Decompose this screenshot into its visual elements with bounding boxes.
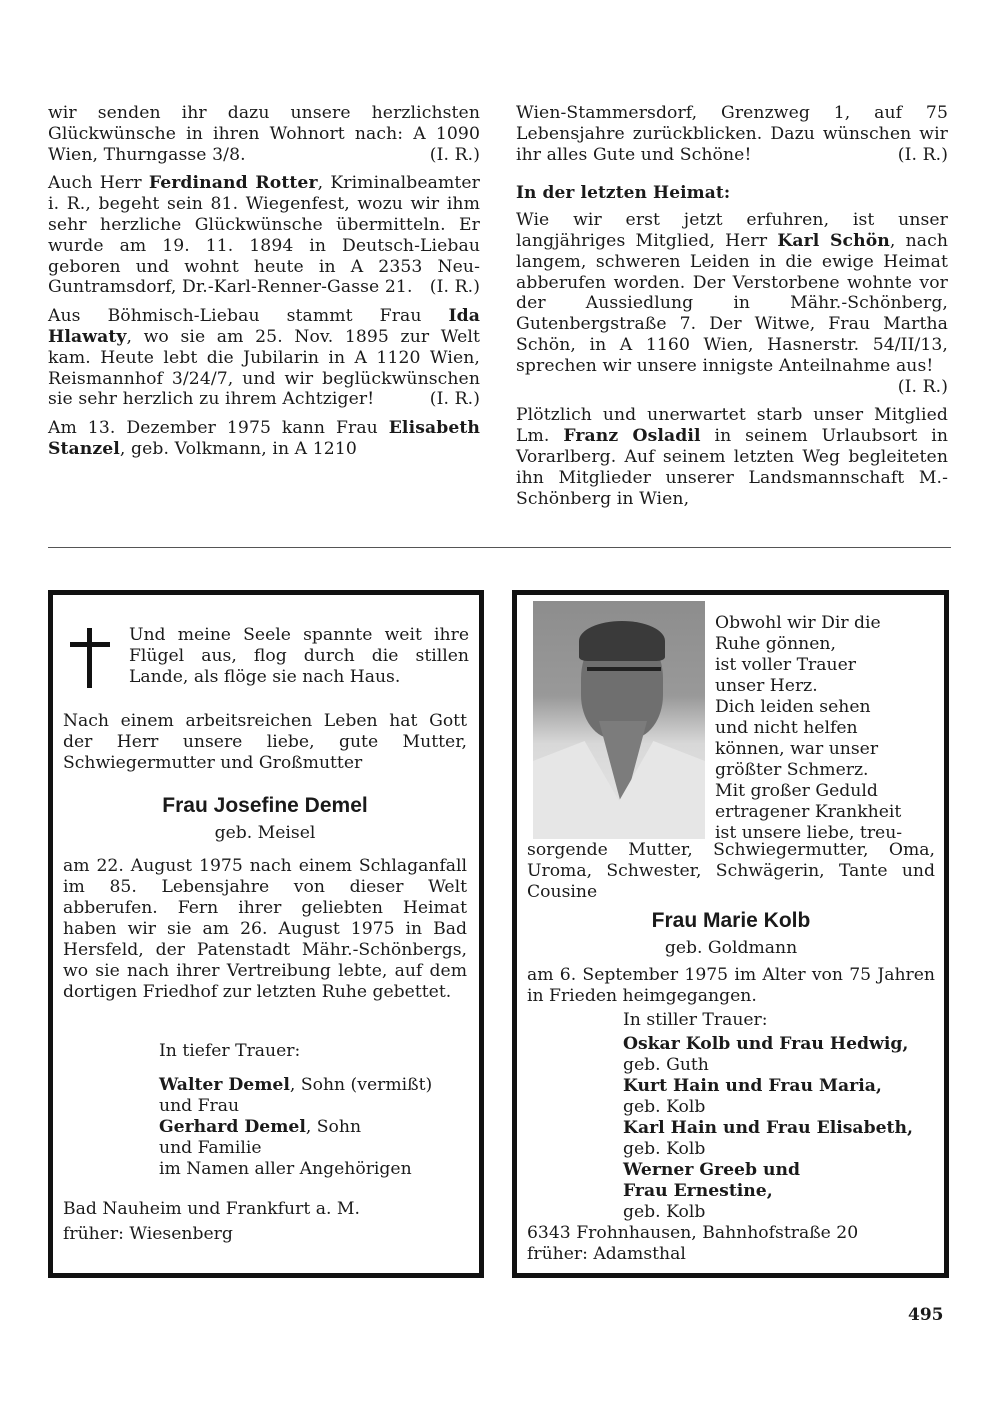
paragraph-franz-osladil [516, 405, 948, 509]
poem-line: und nicht helfen [715, 718, 858, 738]
paragraph-text: Aus Böhmisch-Liebau stammt Frau [48, 306, 449, 327]
paragraph-karl-schoen [516, 210, 948, 397]
left-column [48, 103, 480, 468]
mourner-line: Kurt Hain und Frau Maria, [623, 1076, 882, 1096]
deceased-name: Frau Marie Kolb [651, 909, 811, 932]
poem-line: unser Herz. [715, 676, 818, 696]
paragraph-text: Plötzlich und unerwartet starb unser Mitglied Lm. [516, 405, 948, 447]
mourner-line: Walter Demel, Sohn (vermißt) [159, 1075, 433, 1095]
person-name: Elisabeth Stanzel [48, 418, 480, 459]
mourner-line: Werner Greeb und [623, 1160, 800, 1180]
obituary-body: am 6. September 1975 im Alter von 75 Jahren in Frieden heimgegangen. [527, 965, 935, 1006]
section-heading: In der letzten Heimat: [516, 183, 731, 204]
mourners-list [63, 1075, 563, 1180]
page-number: 495 [908, 1305, 944, 1325]
paragraph-ferdinand-rotter [48, 173, 480, 298]
obituary-poem: Und meine Seele spannte weit ihre Flügel aus, flog durch die stillen Lande, als flöge sie nach Haus. [129, 625, 469, 687]
author-initials: (I. R.) [429, 389, 480, 410]
mourner-line: geb. Kolb [623, 1097, 706, 1117]
section-divider [48, 547, 951, 548]
poem-line: Dich leiden sehen [715, 697, 871, 717]
poem-line: ist voller Trauer [715, 655, 856, 675]
mourner-line: geb. Kolb [623, 1139, 706, 1159]
person-name: Franz Osladil [563, 426, 701, 447]
mourning-heading: In stiller Trauer: [623, 1010, 768, 1030]
mourner-line: und Familie [159, 1138, 262, 1158]
deceased-name: Frau Josefine Demel [162, 794, 368, 817]
paragraph-text: , Kriminalbeamter i. R., begeht sein 81. Wiegenfest, wozu wir ihm sehr herzliche Glückwünsche übermitteln. Er wurde am 19. 11. 1894 in Deutsch-Liebau geboren und wohnt heute in A 2353 Neu-Guntramsdorf, Dr.-Karl-Renner-Gasse 21. [48, 173, 480, 298]
mourners-list [527, 1034, 1000, 1223]
portrait-photo [533, 601, 705, 839]
mourner-line: Oskar Kolb und Frau Hedwig, [623, 1034, 909, 1054]
author-initials: (I. R.) [429, 277, 480, 298]
poem-line: größter Schmerz. [715, 760, 869, 780]
mourner-line: und Frau [159, 1096, 240, 1116]
paragraph-text: Wien-Stammersdorf, Grenzweg 1, auf 75 Lebensjahre zurückblicken. Dazu wünschen wir ihr alles Gute und Schöne! [516, 103, 948, 165]
paragraph-text: Am 13. Dezember 1975 kann Frau [48, 418, 389, 439]
paragraph-glueckwunsch-wohnort [48, 103, 480, 165]
person-name: Ferdinand Rotter [148, 173, 318, 194]
mourner-line: im Namen aller Angehörigen [159, 1159, 412, 1179]
author-initials: (I. R.) [429, 144, 480, 165]
paragraph-text: Auch Herr [48, 173, 149, 194]
origin-town: früher: Adamsthal [527, 1244, 686, 1264]
poem-line: Mit großer Geduld [715, 781, 878, 801]
paragraph-ida-hlawaty [48, 306, 480, 410]
family-location: 6343 Frohnhausen, Bahnhofstraße 20 [527, 1223, 859, 1243]
author-initials: (I. R.) [897, 376, 948, 397]
poem-line: Obwohl wir Dir die [715, 613, 881, 633]
obituary-josefine-demel [48, 590, 484, 1278]
right-column [516, 103, 948, 517]
paragraph-text: , geb. Volkmann, in A 1210 [119, 438, 357, 459]
maiden-name: geb. Meisel [214, 823, 316, 843]
paragraph-text: Wie wir erst jetzt erfuhren, ist unser langjähriges Mitglied, Herr [516, 210, 948, 251]
mourner-line: Karl Hain und Frau Elisabeth, [623, 1118, 913, 1138]
maiden-name: geb. Goldmann [664, 938, 798, 958]
mourning-heading: In tiefer Trauer: [159, 1041, 301, 1061]
mourner-line: Frau Ernestine, [623, 1181, 773, 1201]
paragraph-text: wir senden ihr dazu unsere herzlichsten Glückwünsche in ihren Wohnort nach: A 1090 Wien, Thurngasse 3/8. [48, 103, 480, 165]
mourner-line: geb. Kolb [623, 1202, 706, 1222]
paragraph-elisabeth-stanzel [48, 418, 480, 460]
poem-line: Ruhe gönnen, [715, 634, 836, 654]
poem-line: ist unsere liebe, treu- [715, 823, 903, 843]
paragraph-stammersdorf [516, 103, 948, 165]
obituary-marie-kolb [512, 590, 949, 1278]
poem-line: ertragener Krankheit [715, 802, 902, 822]
poem-line: können, war unser [715, 739, 879, 759]
origin-town: früher: Wiesenberg [63, 1224, 233, 1244]
obituary-body: am 22. August 1975 nach einem Schlaganfall im 85. Lebensjahre von dieser Welt abberufen. Fern ihrer geliebten Heimat haben wir sie am 26. August 1975 in Bad Hersfeld, der Patenstadt Mähr.-Schönbergs, wo sie nach ihrer Vertreibung lebte, auf dem dortigen Friedhof zur letzten Ruhe gebettet. [63, 856, 467, 1002]
paragraph-text: , nach langem, schweren Leiden in die ewige Heimat abberufen worden. Der Verstorbene wohnte vor der Aussiedlung in Mähr.-Schönberg, Gutenbergstraße 7. Der Witwe, Frau Martha Schön, in A 1160 Wien, Hasnerstr. 54/II/13, sprechen wir unsere innigste Anteilnahme aus! [516, 230, 948, 376]
paragraph-text: , wo sie am 25. Nov. 1895 zur Welt kam. Heute lebt die Jubilarin in A 1120 Wien, Reismannhof 3/24/7, und wir beglückwünschen sie sehr herzlich zu ihrem Achtziger! [48, 326, 480, 410]
obituary-intro: Nach einem arbeitsreichen Leben hat Gott der Herr unsere liebe, gute Mutter, Schwiegermutter und Großmutter [63, 711, 467, 773]
person-name: Karl Schön [777, 230, 890, 251]
obituary-poem [715, 613, 929, 844]
mourner-line: Gerhard Demel, Sohn [159, 1117, 362, 1137]
author-initials: (I. R.) [897, 144, 948, 165]
paragraph-text: in seinem Urlaubsort in Vorarlberg. Auf seinem letzten Weg begleiteten ihn Mitglieder unserer Landsmannschaft M.-Schönberg in Wien, [516, 426, 948, 509]
family-location: Bad Nauheim und Frankfurt a. M. [63, 1199, 360, 1219]
mourner-line: geb. Guth [623, 1055, 709, 1075]
cross-icon [70, 628, 110, 688]
obituary-intro: sorgende Mutter, Schwiegermutter, Oma, Uroma, Schwester, Schwägerin, Tante und Cousine [527, 840, 935, 902]
person-name: Ida Hlawaty [48, 306, 480, 347]
